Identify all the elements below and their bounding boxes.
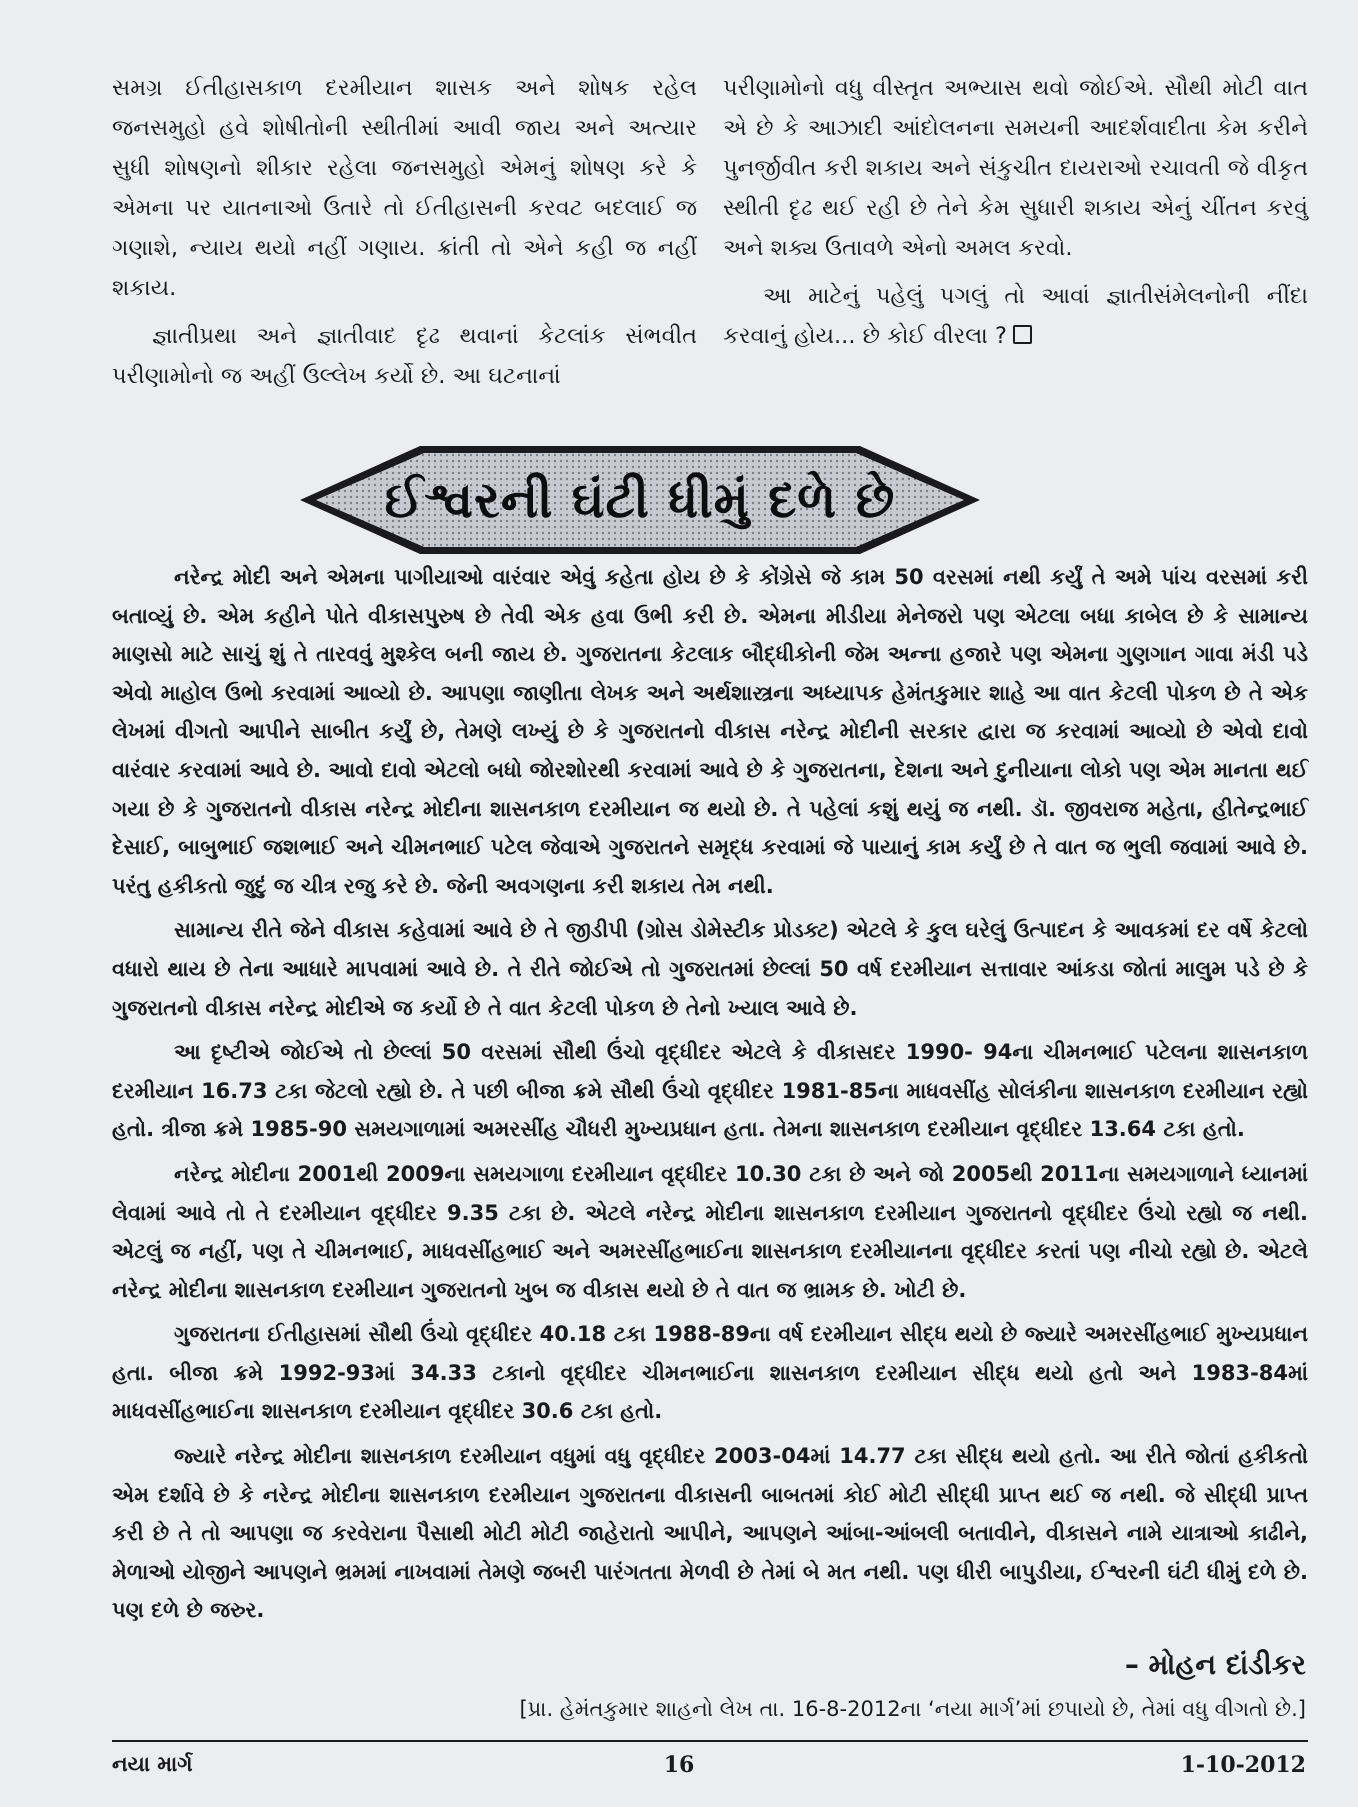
left-column-paragraph-2: જ્ઞાતીપ્રથા અને જ્ઞાતીવાદ દૃઢ થવાનાં કેટલાંક સંભવીત પરીણામોનો જ અહીં ઉલ્લેખ કર્યો છે. આ ઘટનાનાં <box>112 323 697 389</box>
article-paragraph-6: જ્યારે નરેન્દ્ર મોદીના શાસનકાળ દરમીયાન વધુમાં વધુ વૃદ્ધીદર 2003-04માં 14.77 ટકા સીદ્ધ થયો હતો. આ રીતે જોતાં હકીકતો એમ દર્શાવે છે કે નરેન્દ્ર મોદીના શાસનકાળ દરમીયાન ગુજરાતના વીકાસની બાબતમાં કોઈ મોટી સીદ્ધી પ્રાપ્ત થઈ જ નથી. જે સીદ્ધી પ્રાપ્ત કરી છે તે તો આપણા જ કરવેરાના પૈસાથી મોટી મોટી જાહેરાતો આપીને, આપણને આંબા-આંબલી બતાવીને, વીકાસને નામે યાત્રાઓ કાઢીને, મેળાઓ યોજીને આપણને ભ્રમમાં નાખવામાં તેમણે જબરી પારંગતતા મેળવી છે તેમાં બે મત નથી. પણ ધીરી બાપુડીયા, ઈશ્વરની ઘંટી ધીમું દળે છે. પણ દળે છે જરુર. <box>112 1444 1308 1623</box>
left-column-paragraph-1: સમગ્ર ઈતીહાસકાળ દરમીયાન શાસક અને શોષક રહેલ જનસમુહો હવે શોષીતોની સ્થીતીમાં આવી જાય અને અત્યાર સુધી શોષણનો શીકાર રહેલા જનસમુહો એમનું શોષણ કરે કે એમના પર યાતનાઓ ઉતારે તો ઈતીહાસની કરવટ બદલાઈ જ ગણાશે, ન્યાય થયો નહીં ગણાય. ક્રાંતી તો એને કહી જ નહીં શકાય. <box>112 75 697 301</box>
article-title-banner <box>300 440 980 560</box>
author-byline: – મોહન દાંડીકર <box>1124 1648 1306 1681</box>
article-paragraph-2: સામાન્ય રીતે જેને વીકાસ કહેવામાં આવે છે તે જીડીપી (ગ્રોસ ડોમેસ્ટીક પ્રોડક્ટ) એટલે કે કુલ ઘરેલું ઉત્પાદન કે આવકમાં દર વર્ષે કેટલો વધારો થાય છે તેના આધારે માપવામાં આવે છે. તે રીતે જોઈએ તો ગુજરાતમાં છેલ્લાં 50 વર્ષ દરમીયાન સત્તાવાર આંકડા જોતાં માલુમ પડે છે કે ગુજરાતનો વીકાસ નરેન્દ્ર મોદીએ જ કર્યો છે તે વાત કેટલી પોકળ છે તેનો ખ્યાલ આવે છે. <box>112 918 1308 1020</box>
page-number: 16 <box>663 1752 695 1778</box>
previous-article-continuation <box>112 68 1308 438</box>
article-title: ઈશ્વરની ઘંટી ધીમું દળે છે <box>384 470 896 529</box>
end-of-article-box-icon <box>1013 325 1032 344</box>
publication-name: નયા માર્ગ <box>112 1752 193 1776</box>
issue-date: 1-10-2012 <box>1180 1752 1306 1778</box>
article-paragraph-3: આ દૃષ્ટીએ જોઈએ તો છેલ્લાં 50 વરસમાં સૌથી ઉંચો વૃદ્ધીદર એટલે કે વીકાસદર 1990- 94ના ચીમનભાઈ પટેલના શાસનકાળ દરમીયાન 16.73 ટકા જેટલો રહ્યો છે. તે પછી બીજા ક્રમે સૌથી ઉંચો વૃદ્ધીદર 1981-85ના માધવસીંહ સોલંકીના શાસનકાળ દરમીયાન રહ્યો હતો. ત્રીજા ક્રમે 1985-90 સમયગાળામાં અમરસીંહ ચૌધરી મુખ્યપ્રધાન હતા. તેમના શાસનકાળ દરમીયાન વૃદ્ધીદર 13.64 ટકા હતો. <box>112 1040 1308 1142</box>
footer-divider <box>112 1740 1308 1742</box>
article-paragraph-5: ગુજરાતના ઈતીહાસમાં સૌથી ઉંચો વૃદ્ધીદર 40.18 ટકા 1988-89ના વર્ષ દરમીયાન સીદ્ધ થયો છે જ્યારે અમરસીંહભાઈ મુખ્યપ્રધાન હતા. બીજા ક્રમે 1992-93માં 34.33 ટકાનો વૃદ્ધીદર ચીમનભાઈના શાસનકાળ દરમીયાન સીદ્ધ થયો હતો અને 1983-84માં માધવસીંહભાઈના શાસનકાળ દરમીયાન વૃદ્ધીદર 30.6 ટકા હતો. <box>112 1322 1308 1424</box>
right-column <box>723 68 1308 438</box>
article-paragraph-4: નરેન્દ્ર મોદીના 2001થી 2009ના સમયગાળા દરમીયાન વૃદ્ધીદર 10.30 ટકા છે અને જો 2005થી 2011ના સમયગાળાને ધ્યાનમાં લેવામાં આવે તો તે દરમીયાન વૃદ્ધીદર 9.35 ટકા છે. એટલે નરેન્દ્ર મોદીના શાસનકાળ દરમીયાન ગુજરાતનો વૃદ્ધીદર ઉંચો રહ્યો જ નથી. એટલું જ નહીં, પણ તે ચીમનભાઈ, માધવસીંહભાઈ અને અમરસીંહભાઈના શાસનકાળ દરમીયાનના વૃદ્ધીદર કરતાં પણ નીચો રહ્યો છે. એટલે નરેન્દ્ર મોદીના શાસનકાળ દરમીયાન ગુજરાતનો ખુબ જ વીકાસ થયો છે તે વાત જ ભ્રામક છે. ખોટી છે. <box>112 1161 1308 1302</box>
right-column-paragraph-1: પરીણામોનો વધુ વીસ્તૃત અભ્યાસ થવો જોઈએ. સૌથી મોટી વાત એ છે કે આઝાદી આંદોલનના સમયની આદર્શવાદીતા કેમ કરીને પુનર્જીવીત કરી શકાય અને સંકુચીત દાયરાઓ રચાવતી જે વીકૃત સ્થીતી દૃઢ થઈ રહી છે તેને કેમ સુધારી શકાય એનું ચીંતન કરવું અને શક્ય ઉતાવળે એનો અમલ કરવો. <box>723 75 1308 261</box>
right-column-paragraph-2 <box>723 276 1308 356</box>
source-note: [પ્રા. હેમંતકુમાર શાહનો લેખ તા. 16-8-2012ના ‘નયા માર્ગ’માં છપાયો છે, તેમાં વધુ વીગતો છે.] <box>519 1697 1306 1721</box>
article-paragraph-1: નરેન્દ્ર મોદી અને એમના પાગીયાઓ વારંવાર એવું કહેતા હોય છે કે કોંગ્રેસે જે કામ 50 વરસમાં નથી કર્યું તે અમે પાંચ વરસમાં કરી બતાવ્યું છે. એમ કહીને પોતે વીકાસપુરુષ છે તેવી એક હવા ઉભી કરી છે. એમના મીડીયા મેનેજરો પણ એટલા બધા કાબેલ છે કે સામાન્ય માણસો માટે સાચું શું તે તારવવું મુશ્કેલ બની જાય છે. ગુજરાતના કેટલાક બૌદ્ધીકોની જેમ અન્ના હજારે પણ એમના ગુણગાન ગાવા મંડી પડે એવો માહોલ ઉભો કરવામાં આવ્યો છે. આપણા જાણીતા લેખક અને અર્થશાસ્ત્રના અધ્યાપક હેમંતકુમાર શાહે આ વાત કેટલી પોકળ છે તે એક લેખમાં વીગતો આપીને સાબીત કર્યું છે, તેમણે લખ્યું છે કે ગુજરાતનો વીકાસ નરેન્દ્ર મોદીની સરકાર દ્વારા જ કરવામાં આવ્યો છે એવો દાવો વારંવાર કરવામાં આવે છે. આવો દાવો એટલો બધો જોરશોરથી કરવામાં આવે છે કે ગુજરાતના, દેશના અને દુનીયાના લોકો પણ એમ માનતા થઈ ગયા છે કે ગુજરાતનો વીકાસ નરેન્દ્ર મોદીના શાસનકાળ દરમીયાન જ થયો છે. તે પહેલાં કશું થયું જ નથી. ડૉ. જીવરાજ મહેતા, હીતેન્દ્રભાઈ દેસાઈ, બાબુભાઈ જશભાઈ અને ચીમનભાઈ પટેલ જેવાએ ગુજરાતને સમૃદ્ધ કરવામાં જે પાયાનું કામ કર્યું છે તે વાત જ ભુલી જવામાં આવે છે. પરંતુ હકીકતો જુદું જ ચીત્ર રજુ કરે છે. જેની અવગણના કરી શકાય તેમ નથી. <box>112 565 1308 898</box>
right-column-closing-text: આ માટેનું પહેલું પગલું તો આવાં જ્ઞાતીસંમેલનોની નીંદા કરવાનું હોય... છે કોઈ વીરલા ? <box>723 283 1308 349</box>
article-body <box>112 558 1308 1636</box>
left-column <box>112 68 697 438</box>
